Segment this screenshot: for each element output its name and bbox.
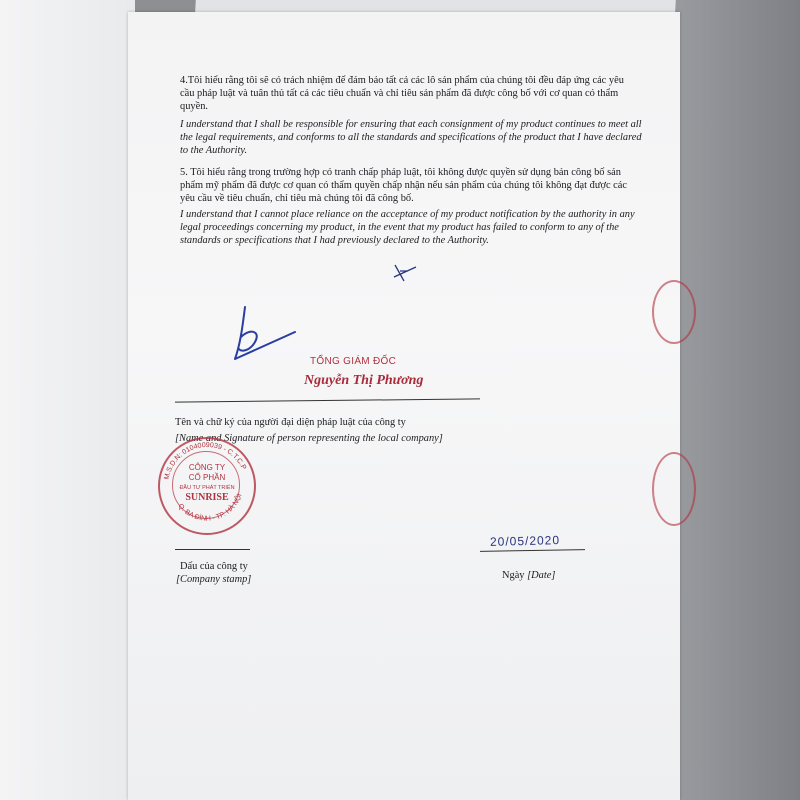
stamp-line-1: CÔNG TY	[188, 463, 226, 472]
stamp-ring-bottom: Q. BA ĐÌNH - TP. HÀ NỘI	[176, 492, 244, 523]
date-label-vn: Ngày	[502, 570, 525, 581]
paragraph-4-english: I understand that I shall be responsible for ensuring that each consignment of my product continues to meet all the legal requirements, and conforms to all the standards and specifications of the product that I have declared to the Authority.	[180, 119, 642, 156]
background-left	[0, 0, 135, 800]
document-page	[128, 12, 680, 800]
stamp-ring-top: M.S.D.N: 0104009039 - C.T.C.P	[163, 441, 248, 481]
partial-stamp-edge	[652, 452, 696, 526]
handwritten-signature	[223, 297, 303, 367]
date-label-en: [Date]	[527, 570, 556, 581]
signature-line	[175, 398, 480, 402]
company-stamp	[158, 437, 256, 535]
signature-label-en: [Name and Signature of person representing the local company]	[175, 433, 443, 444]
stamp-label-vn: Dấu của công ty	[180, 561, 248, 572]
paragraph-5-vietnamese: 5. Tôi hiểu rằng trong trường hợp có tranh chấp pháp luật, tôi không được quyền sử dụng bản công bố sản phẩm mỹ phẩm đã được cơ quan có thẩm quyền chấp nhận nếu sản phẩm của chúng tôi không đạt được các yêu cầu về tiêu chuẩn, chỉ tiêu mà chúng tôi đã công bố.	[180, 167, 627, 204]
paragraph-5-english: I understand that I cannot place reliance on the acceptance of my product notification by the authority in any legal proceedings concerning my product, in the event that my product has failed to conform to any of the standards or specifications that I had previously declared to the Authority.	[180, 209, 635, 246]
paragraph-4-vietnamese: 4.Tôi hiểu rằng tôi sẽ có trách nhiệm để đảm bảo tất cả các lô sản phẩm của chúng tôi đều đáp ứng các yêu cầu pháp luật và tuân thủ tất cả các tiêu chuẩn và chỉ tiêu sản phẩm đã được công bố với cơ quan có thẩm quyền.	[180, 75, 624, 112]
stamp-label-en: [Company stamp]	[176, 574, 252, 585]
signatory-name: Nguyễn Thị Phương	[304, 373, 424, 388]
date-line	[480, 549, 585, 552]
background-right	[670, 0, 800, 800]
stamp-line-2: CỔ PHẦN	[188, 473, 226, 482]
stamp-line-4: SUNRISE	[185, 492, 229, 503]
date-label	[502, 569, 555, 582]
initial-mark	[390, 257, 420, 287]
stamp-line-3: ĐẦU TƯ PHÁT TRIỂN	[179, 485, 235, 491]
date-value: 20/05/2020	[489, 533, 561, 549]
signatory-title: TỔNG GIÁM ĐỐC	[310, 356, 397, 367]
partial-stamp-edge	[652, 280, 696, 344]
stamp-line	[175, 549, 250, 550]
signature-label-vn: Tên và chữ ký của người đại diện pháp luật của công ty	[175, 417, 406, 428]
